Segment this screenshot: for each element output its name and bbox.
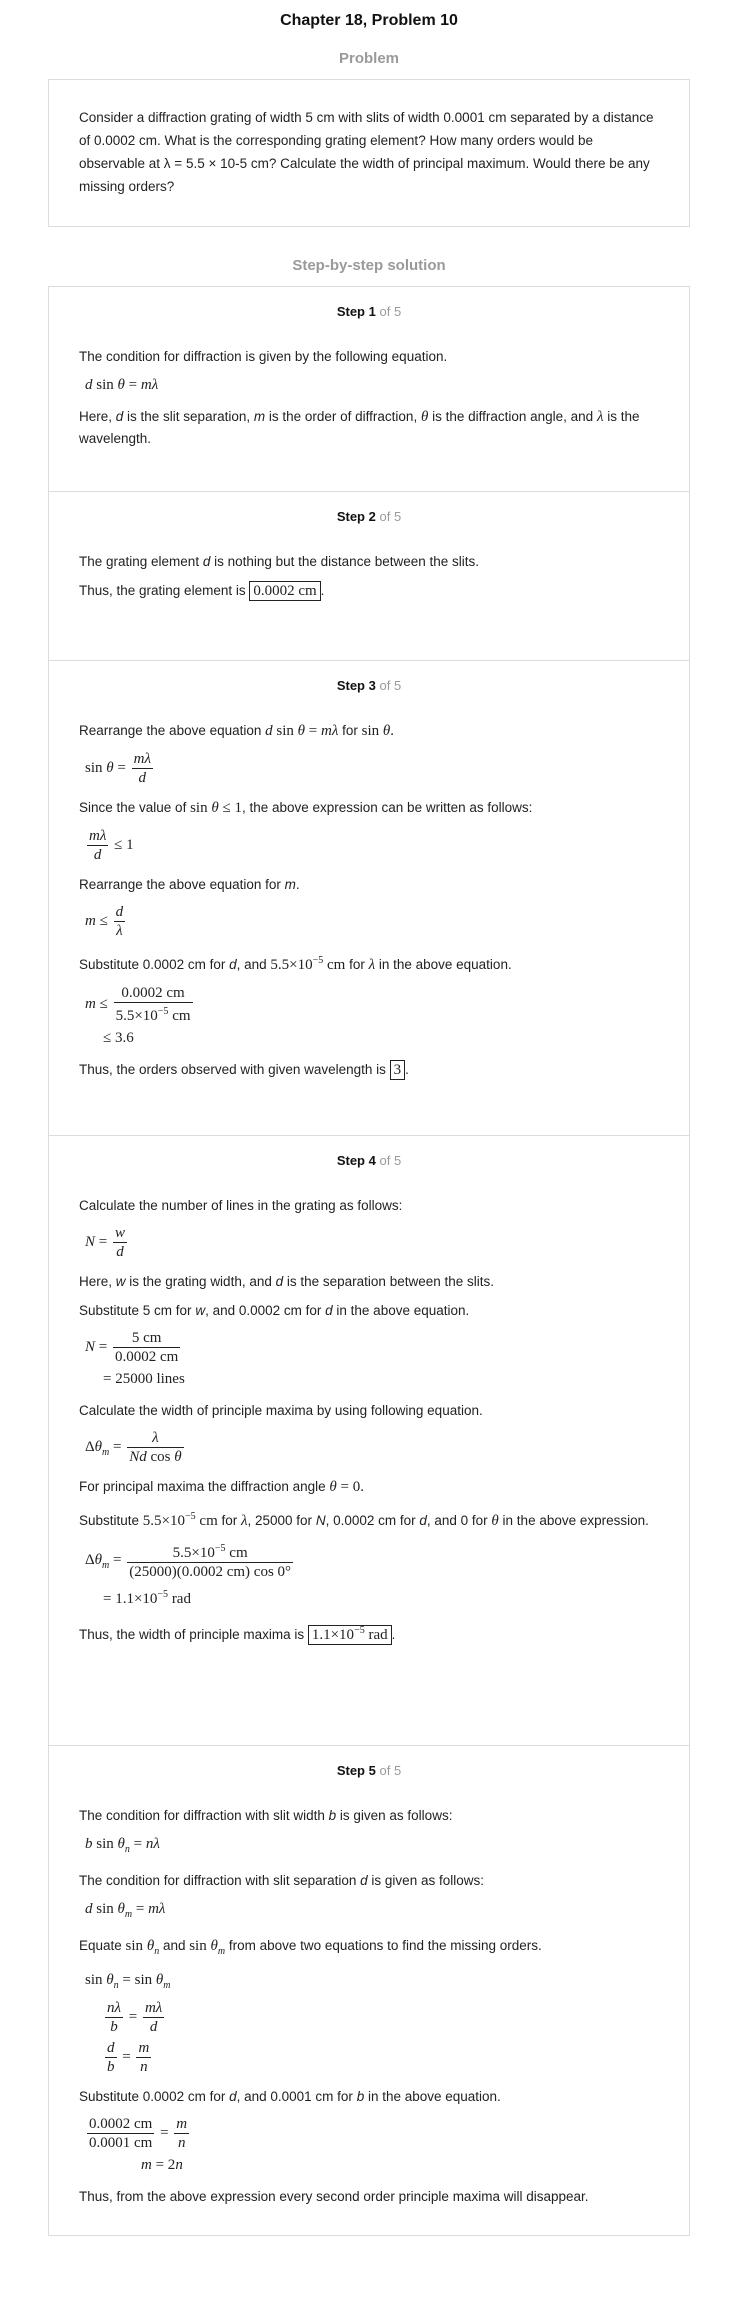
equation: sin θ = $\frac{m\lambda}{d}$ [85, 751, 151, 786]
step-text: Thus, from the above expression every second order principle maxima will disappear. [79, 2189, 589, 2204]
step-text: Thus, the orders observed with given wavelength is 3 . [79, 1062, 409, 1078]
equation: $\Delta\theta_m$ = $\frac{\lambda}{\text{Nd cos θ}}$ [85, 1430, 182, 1465]
equation: $\sin \theta_n = \sin \theta_m$ $\frac{n\lambda}{b}$ = $\frac{m\lambda}{d}$ $\frac{d}{b}$ = $\frac{m}{n}$ [85, 1972, 171, 2075]
step-text: Since the value of sin θ ≤ 1, the above expression can be written as follows: [79, 800, 533, 816]
step-text: Here, d is the slit separation, m is the order of diffraction, θ is the diffraction angle, and λ is the wavelength. [79, 409, 640, 446]
equation: $\Delta\theta_m$ = $\frac{5.5\times 10^{-5} cm}{(25000)(0.0002 cm) \cos 0^\circ}$ = $1.1\times 10^{-5}$ rad [85, 1540, 659, 1610]
solution-heading: Step-by-step solution [292, 257, 446, 274]
equation: m ≤ $\frac{0.0002 cm}{5.5\times 10^{-5} cm}$ ≤ 3.6 [85, 985, 191, 1046]
answer-box: 0.0002 cm [249, 581, 320, 601]
step-text: Substitute 0.0002 cm for d, and 0.0001 cm for b in the above equation. [79, 2089, 501, 2104]
step-title: Step 2 of 5 [336, 509, 402, 524]
equation: $\frac{0.0002 cm}{0.0001 cm}$ = $\frac{m}{n}$ m = 2n [89, 2116, 188, 2173]
step-text: Substitute $5.5\times 10^{-5}$ cm for λ, 25000 for N, 0.0002 cm for d, and 0 for θ in the above expression. [79, 1511, 649, 1529]
step-1 [49, 287, 689, 491]
step-text: For principal maxima the diffraction angle θ = 0. [79, 1479, 364, 1495]
step-text: The condition for diffraction with slit separation d is given as follows: [79, 1873, 484, 1888]
step-text: Thus, the grating element is 0.0002 cm . [79, 583, 325, 599]
step-text: Calculate the width of principle maxima by using following equation. [79, 1403, 483, 1418]
problem-card [48, 79, 690, 227]
step-text: Substitute 0.0002 cm for d, and $5.5\times 10^{-5}$ cm for λ in the above equation. [79, 955, 512, 973]
answer-box: 3 [390, 1060, 406, 1080]
step-text: Here, w is the grating width, and d is the separation between the slits. [79, 1274, 494, 1289]
equation: m ≤ $\frac{d}{\lambda}$ [85, 904, 124, 939]
step-text: Calculate the number of lines in the grating as follows: [79, 1198, 403, 1213]
equation: N = $\frac{w}{d}$ [85, 1225, 125, 1260]
step-title: Step 1 of 5 [336, 304, 402, 319]
problem-heading: Problem [338, 50, 399, 67]
problem-text: Consider a diffraction grating of width 5 cm with slits of width 0.0001 cm separated by a distance of 0.0002 cm. What is the corresponding grating element? How many orders would be observable at λ = 5.5 × 10-5 cm? Calculate the width of principal maximum. Would there be any missing orders? [79, 110, 654, 194]
step-title: Step 3 of 5 [336, 678, 402, 693]
step-text: The condition for diffraction is given by the following equation. [79, 349, 448, 364]
equation: d sin θ = mλ [85, 377, 159, 393]
equation: d $\sin \theta_m = m\lambda$ [85, 1901, 166, 1920]
step-text: Substitute 5 cm for w, and 0.0002 cm for d in the above equation. [79, 1303, 470, 1318]
step-text: Equate $\sin \theta_n$ and $\sin \theta_m$ from above two equations to find the missing orders. [79, 1938, 542, 1957]
step-text: The condition for diffraction with slit width b is given as follows: [79, 1808, 453, 1823]
step-text: Thus, the width of principle maxima is $1.1\times 10^{-5}$ rad . [79, 1625, 396, 1643]
step-title: Step 4 of 5 [336, 1153, 402, 1168]
step-4 [49, 1135, 689, 1745]
step-3 [49, 660, 689, 1135]
equation: N = $\frac{5 cm}{0.0002 cm}$ = 25000 lines [85, 1330, 185, 1387]
step-text: Rearrange the above equation d sin θ = mλ for sin θ. [79, 723, 394, 739]
step-text: Rearrange the above equation for m. [79, 877, 300, 892]
answer-box: $1.1\times 10^{-5}$ rad [308, 1625, 392, 1645]
step-text: The grating element d is nothing but the distance between the slits. [79, 554, 480, 569]
step-5 [49, 1745, 689, 2235]
solution-card [48, 286, 690, 2236]
equation: $\frac{m\lambda}{d}$ ≤ 1 [89, 828, 134, 863]
step-2 [49, 491, 689, 660]
step-title: Step 5 of 5 [336, 1763, 402, 1778]
equation: b $\sin \theta_n = n\lambda$ [85, 1836, 160, 1855]
chapter-title: Chapter 18, Problem 10 [280, 12, 458, 29]
